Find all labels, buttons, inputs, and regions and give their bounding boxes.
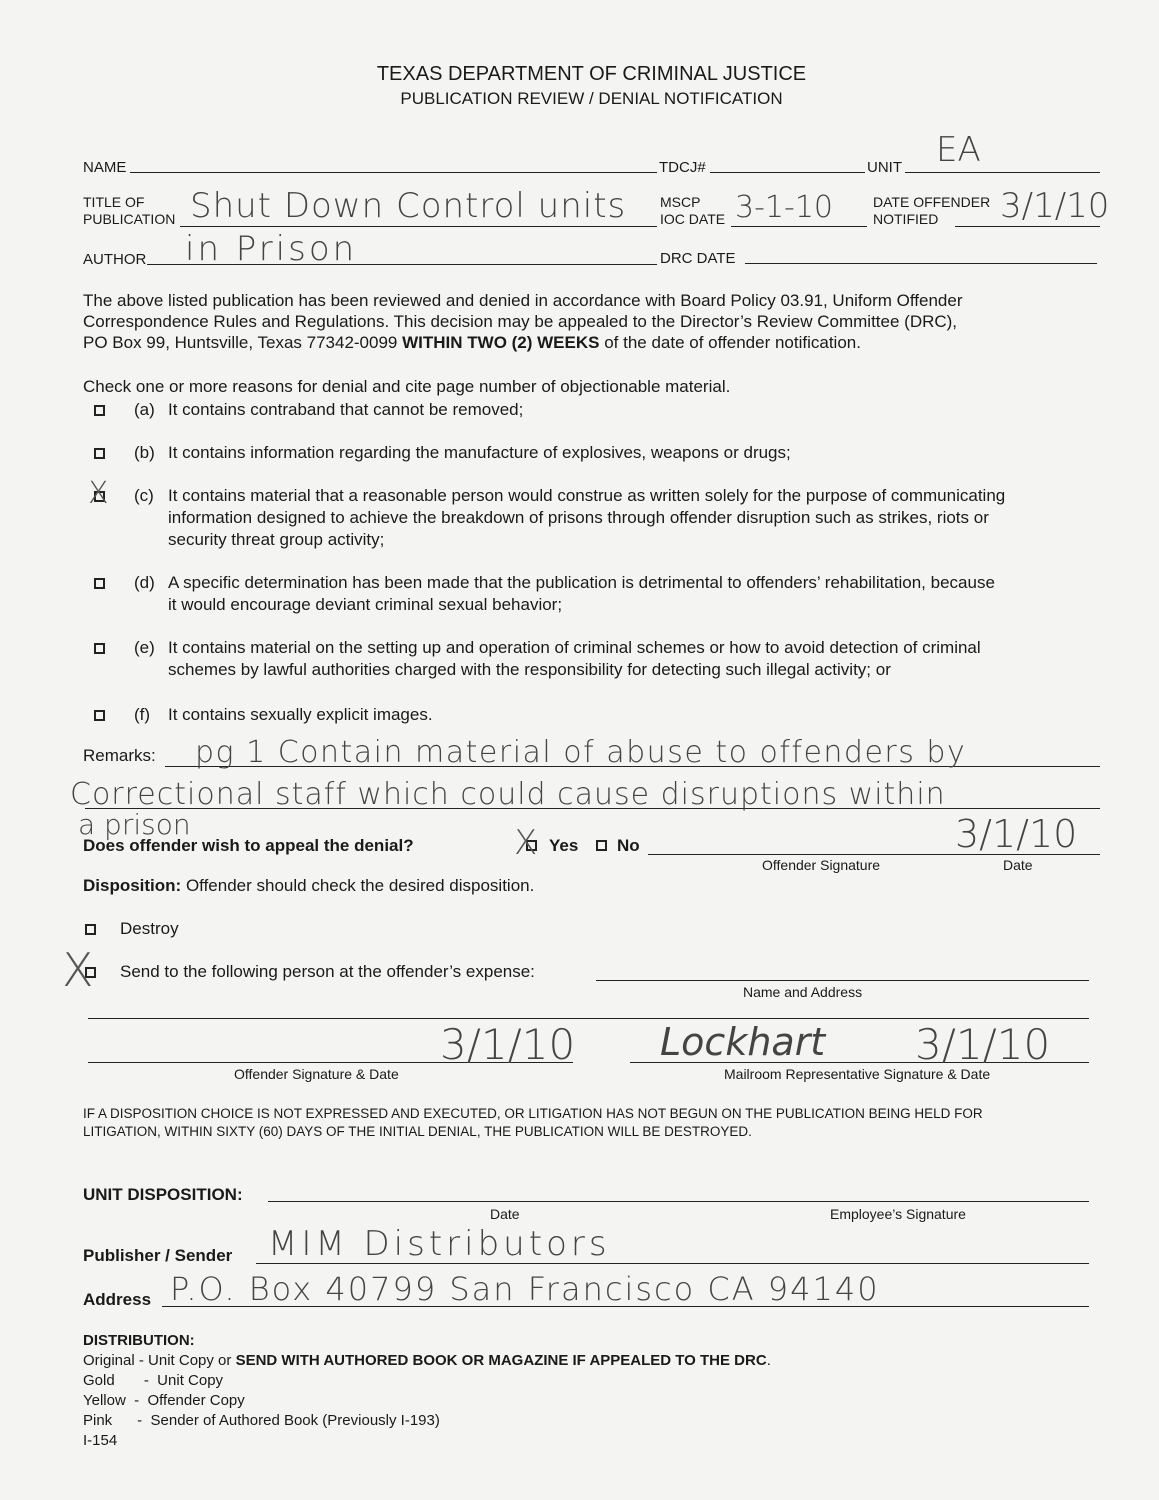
distribution-title: DISTRIBUTION: (83, 1332, 195, 1349)
reason-label: (e) (134, 638, 155, 657)
form-number: I-154 (83, 1432, 118, 1449)
reason-b-checkbox[interactable] (94, 448, 105, 459)
destroy-checkbox[interactable] (85, 924, 96, 935)
mailroom-date-value: 3/1/10 (915, 1020, 1051, 1069)
distribution-original-bold: SEND WITH AUTHORED BOOK OR MAGAZINE IF APPEALED TO THE DRC (235, 1352, 767, 1369)
employee-signature-label: Employee’s Signature (830, 1206, 966, 1222)
reason-label: (d) (134, 573, 155, 592)
distribution-gold: Gold - Unit Copy (83, 1372, 224, 1389)
remarks-text-3: a prison (78, 808, 191, 841)
appeal-question: Does offender wish to appeal the denial? (83, 836, 414, 855)
title-of-label: TITLE OF (83, 194, 145, 210)
author-value: in Prison (185, 229, 358, 269)
offender-signature-label: Offender Signature (762, 857, 881, 873)
unit-disposition-line[interactable] (268, 1201, 1089, 1202)
date-offender-label: DATE OFFENDER (873, 194, 991, 210)
appeal-yes-label: Yes (549, 836, 579, 855)
distribution-yellow: Yellow - Offender Copy (83, 1392, 245, 1409)
appeal-no-checkbox[interactable] (596, 840, 607, 851)
reason-d-checkbox[interactable] (94, 578, 105, 589)
remarks-label: Remarks: (83, 746, 156, 765)
offender-date-value: 3/1/10 (440, 1020, 576, 1069)
appeal-deadline: WITHIN TWO (2) WEEKS (402, 333, 600, 352)
reason-label: (c) (134, 486, 154, 505)
author-label: AUTHOR (83, 251, 147, 268)
reason-e-checkbox[interactable] (94, 643, 105, 654)
intro-line-3 (83, 332, 963, 353)
unit-disposition-label: UNIT DISPOSITION: (83, 1185, 243, 1204)
disposition-instruction: Offender should check the desired disposition. (181, 876, 535, 895)
reason-text: It contains material on the setting up and operation of criminal schemes or how to avoid detection of criminal schemes by lawful authorities charged with the responsibility for detecting such illegal activity; or (168, 638, 981, 679)
reason-text: It contains sexually explicit images. (168, 705, 433, 724)
reason-f-checkbox[interactable] (94, 710, 105, 721)
mscp-label: MSCP (660, 194, 701, 210)
send-label: Send to the following person at the offender’s expense: (120, 962, 535, 981)
ioc-date-line[interactable] (731, 226, 867, 227)
intro-line-3-start: PO Box 99, Huntsville, Texas 77342-0099 (83, 333, 403, 352)
unit-line[interactable] (905, 172, 1100, 173)
address-value: P.O. Box 40799 San Francisco CA 94140 (170, 1270, 880, 1308)
address-label: Address (83, 1290, 152, 1309)
distribution-pink: Pink - Sender of Authored Book (Previously I-193) (83, 1412, 440, 1429)
name-label: NAME (83, 159, 127, 176)
notified-line[interactable] (955, 226, 1100, 227)
notice-line-1: IF A DISPOSITION CHOICE IS NOT EXPRESSED AND EXECUTED, OR LITIGATION HAS NOT BEGUN ON THE PUBLICATION BEING HELD FOR (83, 1106, 983, 1121)
tdcj-label: TDCJ# (659, 159, 706, 176)
appeal-no-label: No (617, 836, 640, 855)
name-address-line-2[interactable] (88, 1018, 1089, 1019)
reason-label: (b) (134, 443, 155, 462)
mailroom-signature-label: Mailroom Representative Signature & Date (724, 1066, 991, 1082)
form-title: PUBLICATION REVIEW / DENIAL NOTIFICATION (400, 89, 783, 108)
drc-date-label: DRC DATE (660, 250, 736, 267)
ioc-date-label: IOC DATE (660, 211, 726, 227)
remarks-text-2: Correctional staff which could cause disruptions within (70, 777, 946, 812)
publisher-label: Publisher / Sender (83, 1246, 233, 1265)
unit-label: UNIT (867, 159, 902, 176)
appeal-date-label: Date (1003, 857, 1033, 873)
reason-a-checkbox[interactable] (94, 405, 105, 416)
reason-text: A specific determination has been made that the publication is detrimental to offenders’ rehabilitation, because it would encourage deviant criminal sexual behavior; (168, 573, 995, 614)
appeal-date-value: 3/1/10 (955, 812, 1078, 856)
reason-label: (a) (134, 400, 155, 419)
distribution-original: Original - Unit Copy or SEND WITH AUTHORED BOOK OR MAGAZINE IF APPEALED TO THE DRC. (83, 1352, 771, 1369)
destroy-label: Destroy (120, 919, 179, 938)
reason-text: It contains material that a reasonable person would construe as written solely for the purpose of communicating information designed to achieve the breakdown of prisons through offender disruption such as strikes, riots or security threat group activity; (168, 486, 1006, 549)
ioc-date-value: 3-1-10 (735, 190, 833, 225)
intro-line-3-end: of the date of offender notification. (599, 333, 861, 352)
reason-text: It contains information regarding the manufacture of explosives, weapons or drugs; (168, 443, 791, 462)
disposition-label: Disposition: (83, 876, 182, 895)
intro-paragraph (83, 290, 963, 353)
reason-label: (f) (134, 705, 151, 724)
offender-signature-date-label: Offender Signature & Date (234, 1066, 399, 1082)
notified-value: 3/1/10 (1000, 186, 1110, 226)
reason-c-check-mark: X (88, 476, 109, 511)
check-instruction: Check one or more reasons for denial and cite page number of objectionable material. (83, 377, 731, 396)
title-line[interactable] (180, 226, 657, 227)
mailroom-signature: Lockhart (660, 1020, 826, 1064)
unit-value: EA (936, 130, 981, 170)
reason-text: It contains contraband that cannot be removed; (168, 400, 524, 419)
notified-label: NOTIFIED (873, 211, 939, 227)
appeal-yes-check-mark: X (514, 823, 538, 863)
name-line[interactable] (130, 172, 657, 173)
tdcj-line[interactable] (710, 172, 865, 173)
publication-label: PUBLICATION (83, 211, 176, 227)
drc-date-line[interactable] (745, 263, 1097, 264)
name-address-line[interactable] (596, 980, 1089, 981)
unit-date-label: Date (490, 1206, 520, 1222)
notice-line-2: LITIGATION, WITHIN SIXTY (60) DAYS OF THE INITIAL DENIAL, THE PUBLICATION WILL BE DESTROYED. (83, 1124, 752, 1139)
title-value: Shut Down Control units (190, 186, 627, 226)
intro-line-1: The above listed publication has been reviewed and denied in accordance with Board Policy 03.91, Uniform Offender (83, 291, 963, 310)
publisher-value: MIM Distributors (268, 1224, 611, 1264)
destruction-notice (83, 1105, 983, 1141)
send-check-mark: X (62, 943, 94, 997)
intro-line-2: Correspondence Rules and Regulations. This decision may be appealed to the Director’s Review Committee (DRC), (83, 312, 958, 331)
disposition-line (83, 876, 534, 896)
distribution-block (83, 1331, 771, 1451)
name-address-label: Name and Address (743, 984, 863, 1000)
agency-title: TEXAS DEPARTMENT OF CRIMINAL JUSTICE (376, 63, 807, 85)
remarks-text-1: pg 1 Contain material of abuse to offenders by (195, 735, 967, 770)
